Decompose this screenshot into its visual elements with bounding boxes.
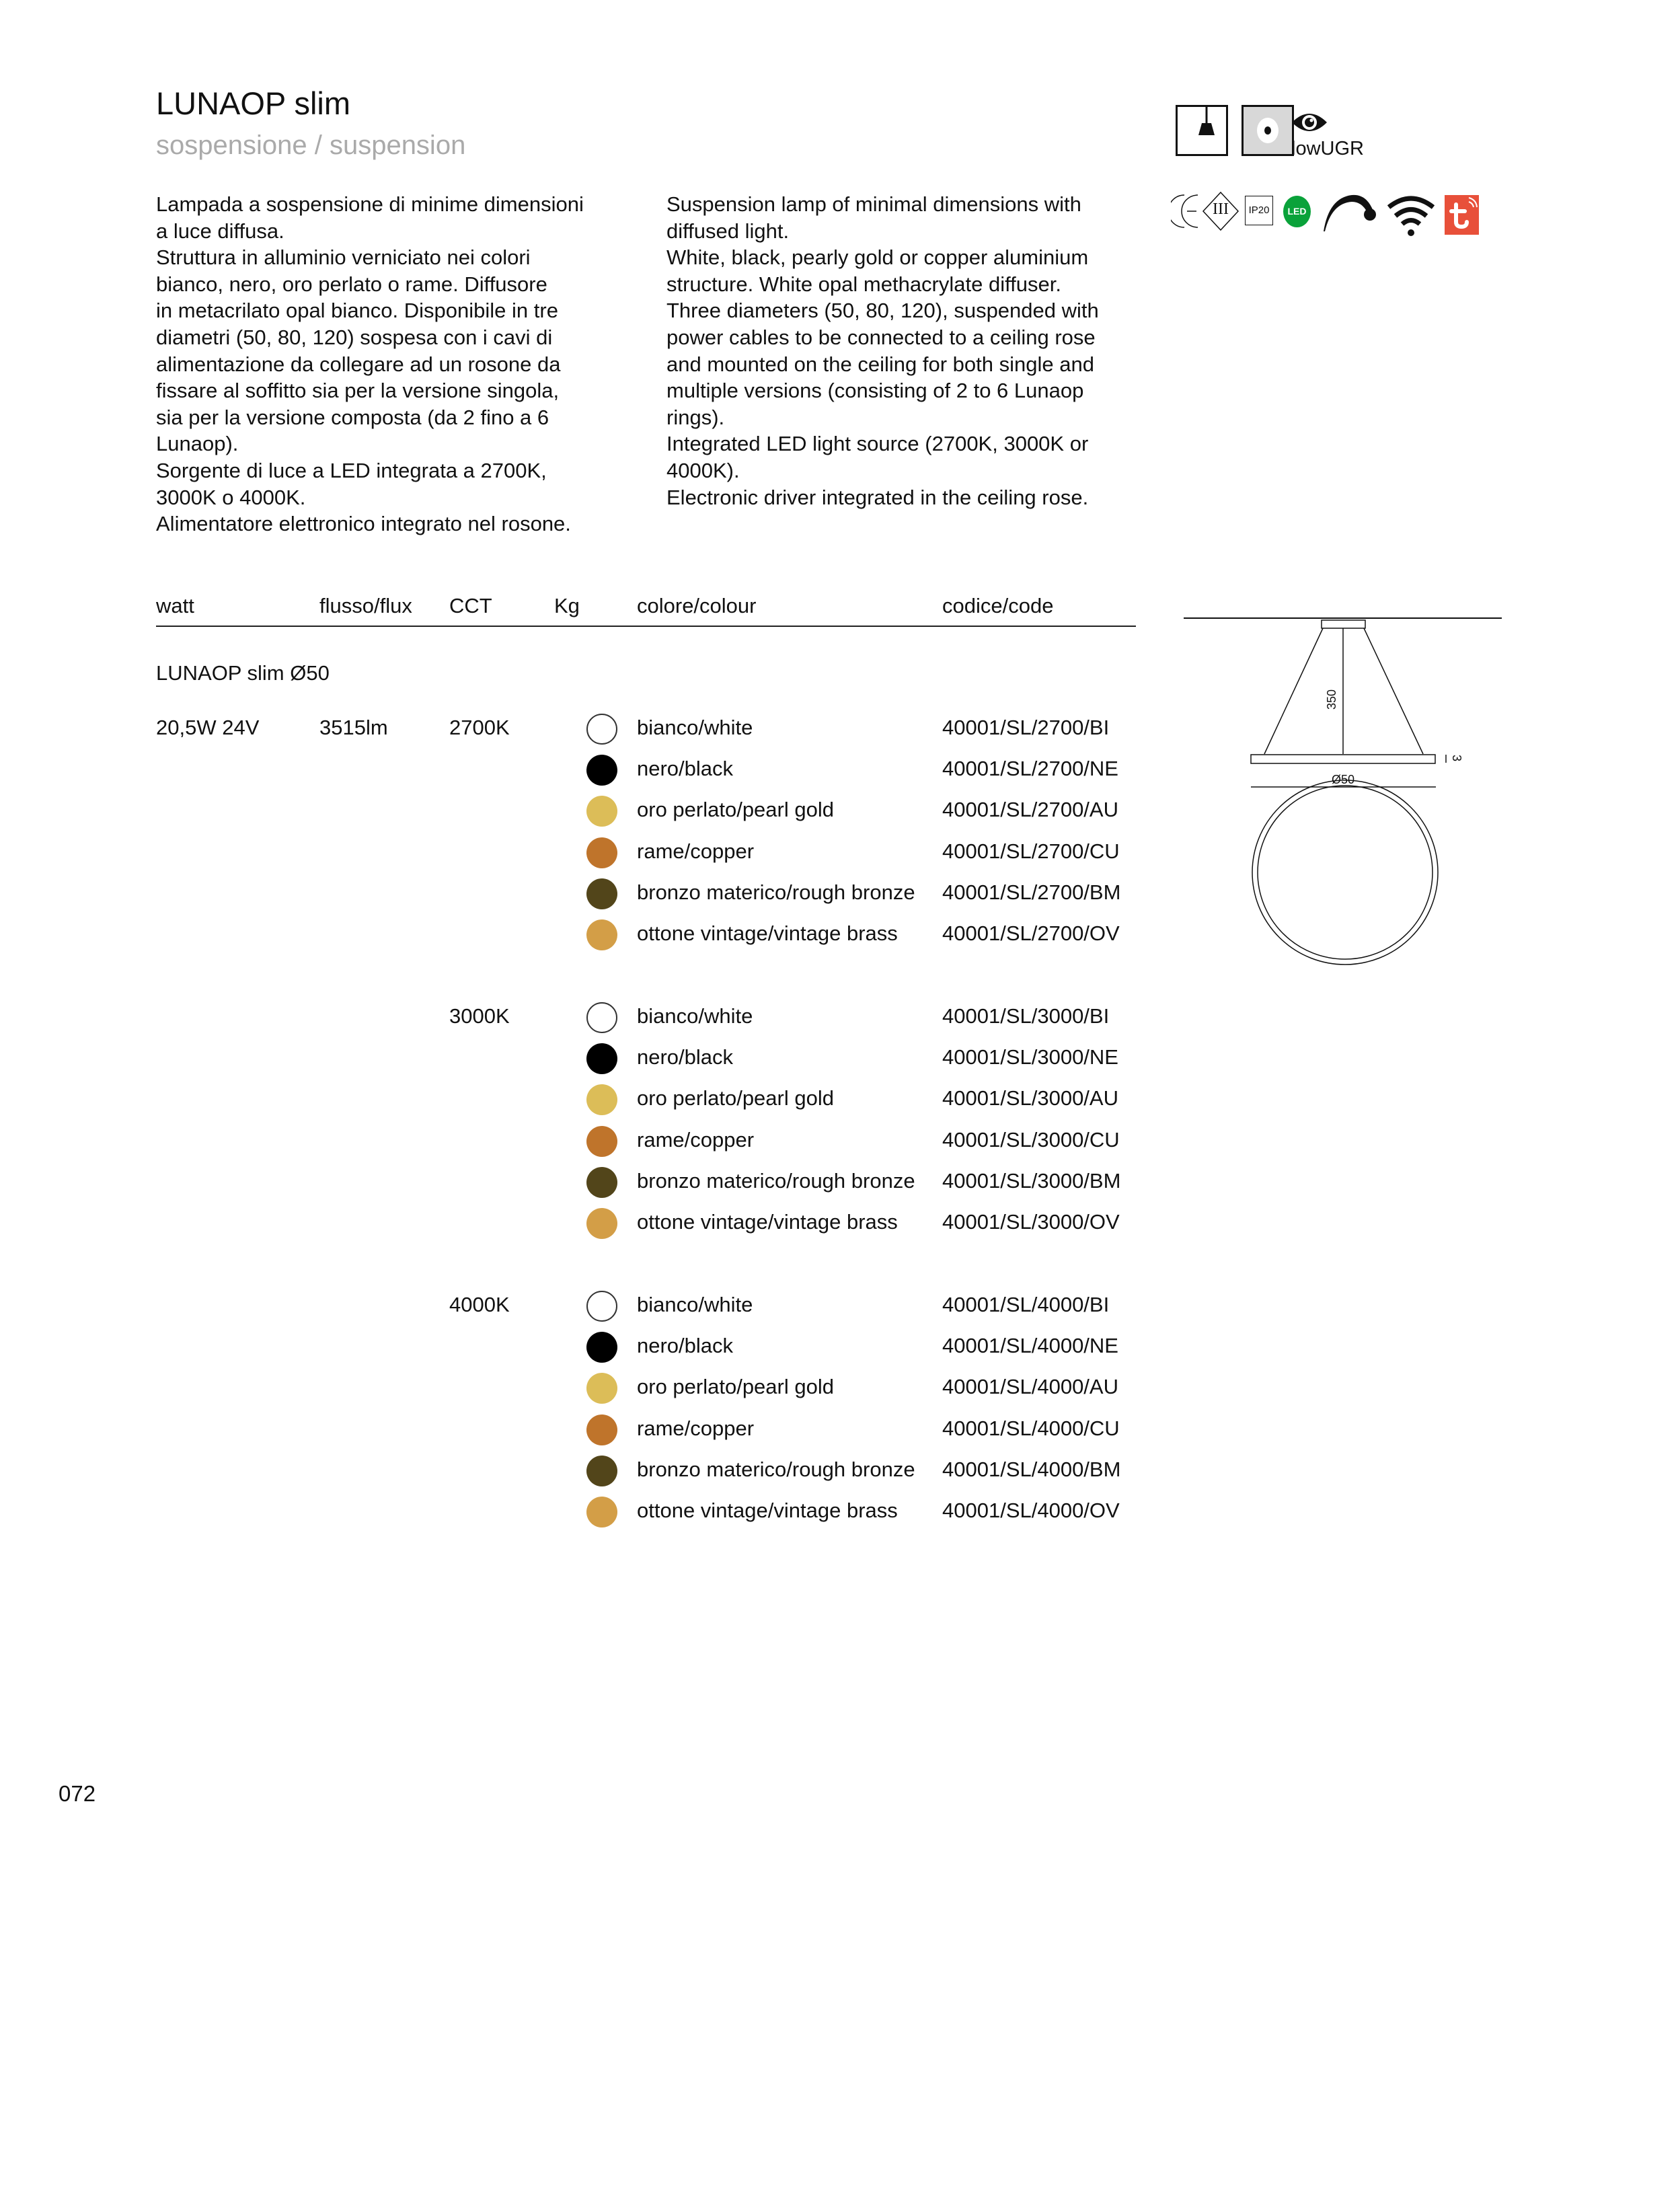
colour-name: ottone vintage/vintage brass (637, 1210, 898, 1234)
class-iii-icon (1202, 191, 1239, 231)
description-line: structure. White opal methacrylate diffuser. (666, 272, 1061, 296)
product-code: 40001/SL/3000/NE (942, 1045, 1118, 1069)
colour-name: rame/copper (637, 1416, 755, 1440)
cct-value: 2700K (449, 716, 510, 739)
header-divider (156, 626, 1136, 627)
pendant-mount-icon (1176, 105, 1228, 156)
product-code: 40001/SL/4000/OV (942, 1499, 1120, 1522)
product-title: LUNAOP slim (156, 85, 351, 121)
description-line: Lunaop). (156, 432, 239, 456)
product-code: 40001/SL/3000/BI (942, 1004, 1110, 1028)
colour-name: bronzo materico/rough bronze (637, 1457, 915, 1481)
colour-swatch (586, 878, 617, 909)
colour-swatch (586, 1332, 617, 1363)
led-icon: LED (1283, 196, 1311, 227)
colour-swatch (586, 1126, 617, 1157)
description-line: and mounted on the ceiling for both single and (666, 352, 1094, 376)
product-subtitle: sospensione / suspension (156, 130, 466, 160)
colour-name: bronzo materico/rough bronze (637, 880, 915, 904)
column-header-code: codice/code (942, 594, 1054, 617)
dimmable-icon (1322, 194, 1379, 235)
diffused-light-icon (1242, 105, 1294, 156)
colour-name: bianco/white (637, 716, 753, 739)
colour-swatch (586, 1497, 617, 1527)
column-header-colour: colore/colour (637, 594, 757, 617)
description-line: Lampada a sospensione di minime dimensioni (156, 192, 584, 216)
suspension-cable-left (1264, 628, 1323, 754)
description-line: 4000K). (666, 458, 740, 482)
colour-name: rame/copper (637, 839, 755, 863)
colour-swatch (586, 755, 617, 786)
colour-name: nero/black (637, 757, 734, 781)
colour-name: oro perlato/pearl gold (637, 798, 834, 822)
ring-side-view (1251, 755, 1435, 763)
product-code: 40001/SL/4000/BM (942, 1457, 1121, 1481)
height-label: 350 (1325, 689, 1338, 710)
diameter-label: Ø50 (1331, 773, 1355, 786)
colour-swatch (586, 1208, 617, 1239)
colour-name: bianco/white (637, 1004, 753, 1028)
product-code: 40001/SL/4000/NE (942, 1334, 1118, 1358)
colour-swatch (586, 1043, 617, 1074)
model-name: LUNAOP slim Ø50 (156, 661, 330, 685)
colour-swatch (586, 714, 617, 745)
description-line: fissare al soffitto sia per la versione singola, (156, 379, 560, 403)
colour-name: ottone vintage/vintage brass (637, 921, 898, 945)
description-line: White, black, pearly gold or copper aluminium (666, 246, 1089, 270)
flux-value: 3515lm (319, 716, 388, 739)
description-line: Sorgente di luce a LED integrata a 2700K, (156, 458, 547, 482)
colour-name: bianco/white (637, 1293, 753, 1316)
description-line: multiple versions (consisting of 2 to 6 Lunaop (666, 379, 1084, 403)
tuya-smart-icon (1445, 195, 1479, 235)
product-code: 40001/SL/2700/NE (942, 757, 1118, 781)
description-line: diametri (50, 80, 120) sospesa con i cavi di (156, 325, 553, 349)
description-english (666, 191, 1099, 511)
product-code: 40001/SL/2700/OV (942, 921, 1120, 945)
description-line: Alimentatore elettronico integrato nel rosone. (156, 512, 571, 536)
colour-swatch (586, 837, 617, 868)
description-line: alimentazione da collegare ad un rosone da (156, 352, 561, 376)
ring-outer-top-view (1252, 780, 1438, 965)
product-code: 40001/SL/3000/OV (942, 1210, 1120, 1234)
product-code: 40001/SL/3000/BM (942, 1168, 1121, 1193)
column-header-flux: flusso/flux (319, 594, 412, 617)
eye-icon (1291, 110, 1328, 138)
colour-swatch (586, 1456, 617, 1486)
column-header-watt: watt (156, 594, 194, 617)
cct-value: 4000K (449, 1293, 510, 1316)
suspension-cable-right (1364, 628, 1423, 754)
ce-mark-icon (1171, 194, 1199, 232)
watt-value: 20,5W 24V (156, 716, 260, 739)
column-header-cct: CCT (449, 594, 492, 617)
ip20-icon: IP20 (1245, 196, 1273, 225)
description-line: 3000K o 4000K. (156, 485, 306, 509)
colour-swatch (586, 1373, 617, 1404)
description-line: Struttura in alluminio verniciato nei colori (156, 246, 531, 270)
ceiling-rose (1322, 620, 1365, 628)
wifi-icon (1387, 195, 1435, 241)
description-line: sia per la versione composta (da 2 fino a 6 (156, 405, 549, 429)
product-code: 40001/SL/2700/CU (942, 839, 1120, 863)
product-code: 40001/SL/2700/BM (942, 880, 1121, 904)
colour-name: oro perlato/pearl gold (637, 1086, 834, 1110)
column-header-kg: Kg (554, 594, 580, 617)
page-number: 072 (59, 1781, 96, 1806)
ring-inner-top-view (1258, 786, 1433, 959)
thickness-label: 3 (1450, 755, 1463, 762)
product-code: 40001/SL/4000/BI (942, 1293, 1110, 1316)
product-code: 40001/SL/2700/BI (942, 716, 1110, 739)
cct-value: 3000K (449, 1004, 510, 1028)
description-line: in metacrilato opal bianco. Disponibile in tre (156, 299, 558, 323)
description-line: diffused light. (666, 219, 790, 243)
colour-swatch (586, 796, 617, 827)
description-line: rings). (666, 405, 725, 429)
colour-swatch (586, 919, 617, 950)
description-line: Integrated LED light source (2700K, 3000K or (666, 432, 1089, 456)
description-line: bianco, nero, oro perlato o rame. Diffusore (156, 272, 547, 296)
description-line: Electronic driver integrated in the ceiling rose. (666, 485, 1089, 509)
product-code: 40001/SL/4000/AU (942, 1375, 1118, 1399)
technical-drawing (1177, 605, 1580, 1143)
colour-name: nero/black (637, 1045, 734, 1069)
colour-swatch (586, 1002, 617, 1033)
class-iii-label: III (1213, 200, 1229, 218)
low-ugr-label: lowUGR (1291, 138, 1364, 159)
description-line: a luce diffusa. (156, 219, 284, 243)
colour-name: nero/black (637, 1334, 734, 1358)
colour-swatch (586, 1414, 617, 1445)
description-line: power cables to be connected to a ceiling rose (666, 325, 1096, 349)
colour-swatch (586, 1084, 617, 1115)
colour-name: ottone vintage/vintage brass (637, 1499, 898, 1522)
description-italian (156, 191, 584, 537)
product-code: 40001/SL/2700/AU (942, 798, 1118, 822)
colour-swatch (586, 1291, 617, 1322)
product-code: 40001/SL/3000/CU (942, 1127, 1120, 1152)
colour-name: oro perlato/pearl gold (637, 1375, 834, 1399)
product-code: 40001/SL/3000/AU (942, 1086, 1118, 1110)
description-line: Three diameters (50, 80, 120), suspended with (666, 299, 1099, 323)
colour-swatch (586, 1167, 617, 1198)
colour-name: rame/copper (637, 1127, 755, 1152)
product-code: 40001/SL/4000/CU (942, 1416, 1120, 1440)
colour-name: bronzo materico/rough bronze (637, 1168, 915, 1193)
description-line: Suspension lamp of minimal dimensions with (666, 192, 1081, 216)
